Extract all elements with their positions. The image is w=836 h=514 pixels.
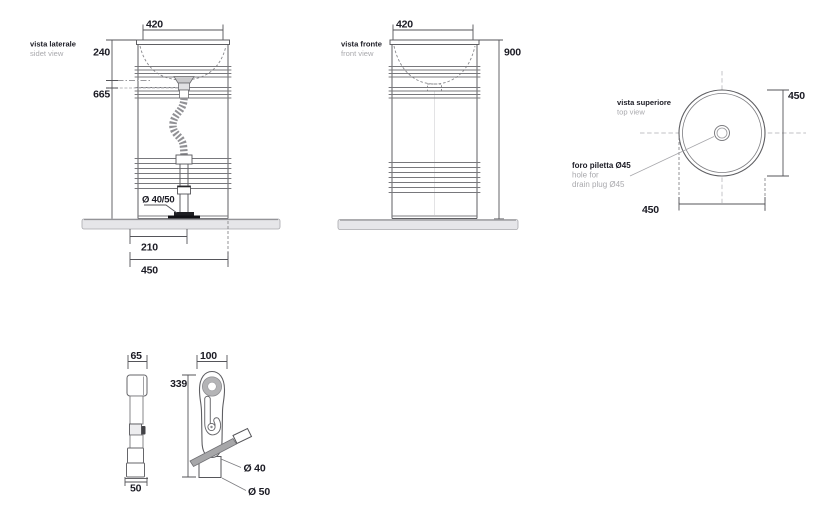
front-view bbox=[338, 19, 521, 230]
dimension-total-width-side bbox=[130, 252, 228, 277]
dimension-faucet-width bbox=[197, 350, 227, 369]
drain-hole-label-english-2: drain plug Ø45 bbox=[572, 180, 625, 189]
flexible-drain-hose bbox=[173, 98, 184, 156]
faucet-side-view bbox=[125, 350, 148, 495]
floor-slab-front bbox=[338, 220, 518, 230]
side-view-label-italian: vista laterale bbox=[30, 39, 77, 49]
dimension-faucet-base-depth bbox=[125, 477, 147, 495]
dim-339-text: 339 bbox=[170, 378, 187, 390]
dim-450-side-text: 450 bbox=[141, 264, 158, 277]
spout-diameter-callout bbox=[221, 459, 266, 475]
dim-420-front-text: 420 bbox=[396, 18, 413, 31]
front-view-label-english: front view bbox=[341, 49, 374, 58]
faucet-front-view bbox=[170, 350, 270, 498]
dimension-faucet-depth bbox=[128, 350, 147, 369]
drain-size-callout bbox=[142, 195, 177, 214]
dim-d40-text: Ø 40 bbox=[243, 462, 266, 475]
dim-d50-text: Ø 50 bbox=[248, 486, 270, 498]
dim-900-text: 900 bbox=[504, 46, 521, 59]
dim-240-text: 240 bbox=[93, 46, 110, 59]
dim-65-text: 65 bbox=[130, 350, 142, 362]
dimension-rim-width-side bbox=[143, 19, 223, 41]
basin-curve-dashed-front bbox=[394, 46, 475, 84]
dim-50-text: 50 bbox=[130, 482, 142, 495]
leader-line-d50 bbox=[222, 478, 246, 491]
top-view-label-english: top view bbox=[617, 107, 645, 117]
dim-100-text: 100 bbox=[200, 350, 217, 362]
top-view bbox=[572, 71, 806, 216]
dimension-rim-width-front bbox=[393, 19, 473, 41]
faucet-lever-end-cap bbox=[233, 429, 252, 444]
faucet-body bbox=[190, 372, 252, 467]
drain-hole-label-italian: foro piletta Ø45 bbox=[572, 161, 631, 170]
drain-hole-label-english-1: hole for bbox=[572, 170, 599, 180]
dim-665-text: 665 bbox=[93, 88, 110, 101]
top-view-label-italian: vista superiore bbox=[617, 98, 672, 107]
faucet-lever-profile bbox=[142, 426, 146, 435]
dimension-total-height bbox=[479, 40, 521, 219]
front-view-label-italian: vista fronte bbox=[341, 39, 382, 49]
base-diameter-callout bbox=[222, 478, 270, 498]
side-view bbox=[30, 19, 280, 277]
dimension-left-heights bbox=[93, 40, 136, 219]
dim-450-top-width-text: 450 bbox=[642, 204, 659, 216]
faucet-profile-body bbox=[125, 375, 148, 479]
side-view-label-english: sidet view bbox=[30, 49, 64, 58]
dimension-drain-offset bbox=[130, 229, 187, 254]
dim-420-side-text: 420 bbox=[146, 18, 163, 31]
drain-size-text: Ø 40/50 bbox=[142, 194, 175, 206]
floor-slab-side bbox=[82, 219, 280, 229]
dim-210-text: 210 bbox=[141, 241, 158, 254]
basin-curve-dashed bbox=[140, 46, 226, 80]
dim-450-top-height-text: 450 bbox=[788, 90, 805, 102]
leader-line-d40 bbox=[221, 459, 241, 468]
